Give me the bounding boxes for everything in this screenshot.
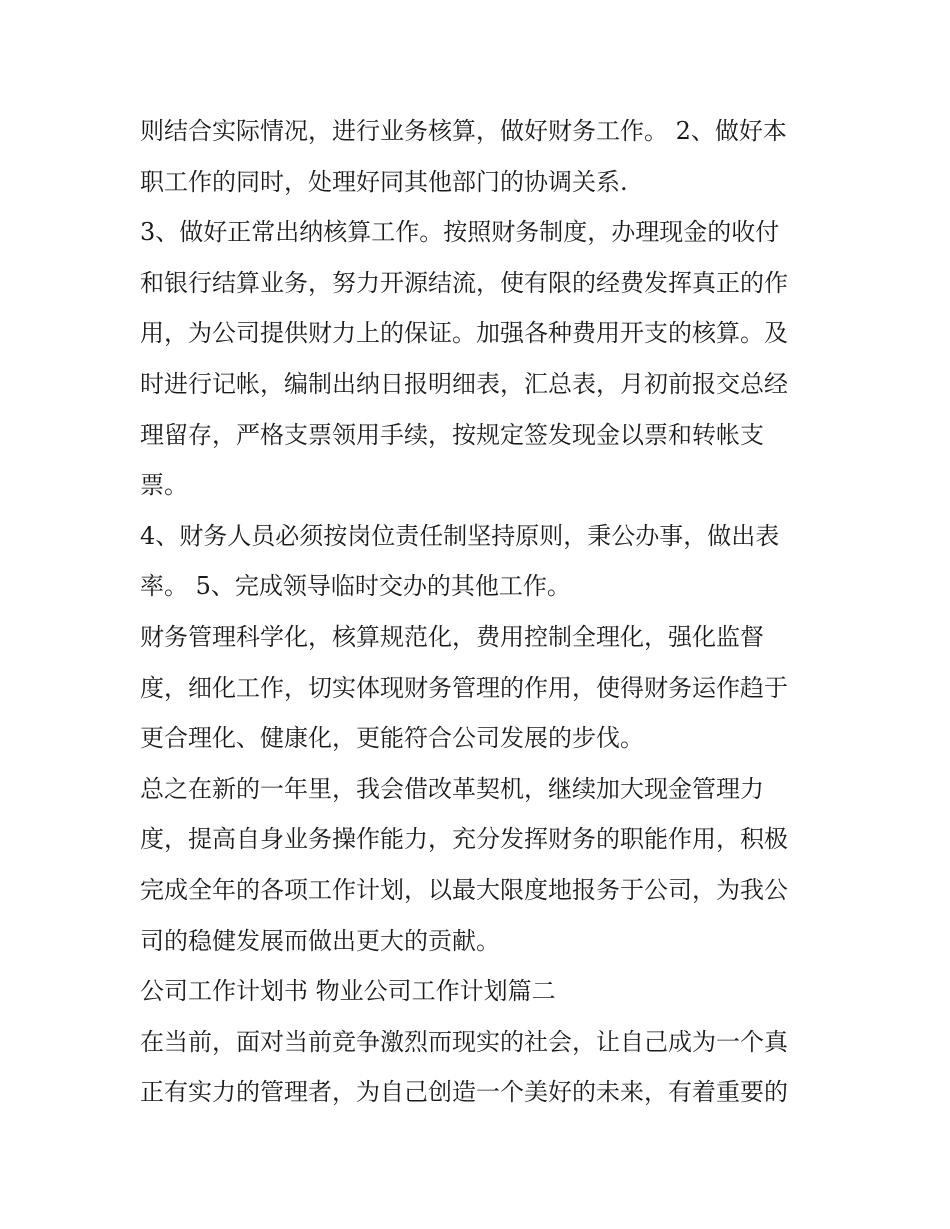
paragraph-4	[140, 612, 820, 764]
text-line: 更合理化、健康化，更能符合公司发展的步伐。	[140, 724, 644, 753]
document-body	[140, 106, 820, 1118]
text-line: 时进行记帐，编制出纳日报明细表，汇总表，月初前报交总经	[140, 369, 788, 398]
paragraph-2	[140, 207, 820, 511]
text-line: 和银行结算业务，努力开源结流，使有限的经费发挥真正的作	[140, 268, 788, 297]
text-line: 度，细化工作，切实体现财务管理的作用，使得财务运作趋于	[140, 673, 788, 702]
text-line: 在当前，面对当前竞争激烈而现实的社会，让自己成为一个真	[140, 1027, 788, 1056]
paragraph-5	[140, 764, 820, 966]
heading-line: 公司工作计划书 物业公司工作计划篇二	[140, 977, 556, 1006]
text-line: 正有实力的管理者，为自己创造一个美好的未来，有着重要的	[140, 1078, 788, 1107]
section-heading	[140, 966, 820, 1017]
text-line: 率。 5、完成领导临时交办的其他工作。	[140, 572, 571, 601]
text-line: 完成全年的各项工作计划，以最大限度地报务于公司，为我公	[140, 875, 788, 904]
text-line: 职工作的同时，处理好同其他部门的协调关系.	[140, 167, 628, 196]
text-line: 则结合实际情况，进行业务核算，做好财务工作。 2、做好本	[140, 117, 787, 145]
paragraph-1	[140, 106, 820, 207]
text-line: 用，为公司提供财力上的保证。加强各种费用开支的核算。及	[140, 319, 788, 348]
text-line: 度，提高自身业务操作能力，充分发挥财务的职能作用，积极	[140, 825, 788, 854]
text-line: 4、财务人员必须按岗位责任制坚持原则，秉公办事，做出表	[140, 521, 780, 550]
text-line: 票。	[140, 471, 188, 500]
text-line: 财务管理科学化，核算规范化，费用控制全理化，强化监督	[140, 622, 764, 651]
text-line: 总之在新的一年里，我会借改革契机，继续加大现金管理力	[140, 774, 764, 803]
text-line: 理留存，严格支票领用手续，按规定签发现金以票和转帐支	[140, 420, 764, 449]
paragraph-3	[140, 511, 820, 612]
paragraph-6	[140, 1017, 820, 1118]
text-line: 司的稳健发展而做出更大的贡献。	[140, 926, 500, 955]
text-line: 3、做好正常出纳核算工作。按照财务制度，办理现金的收付	[140, 218, 780, 247]
